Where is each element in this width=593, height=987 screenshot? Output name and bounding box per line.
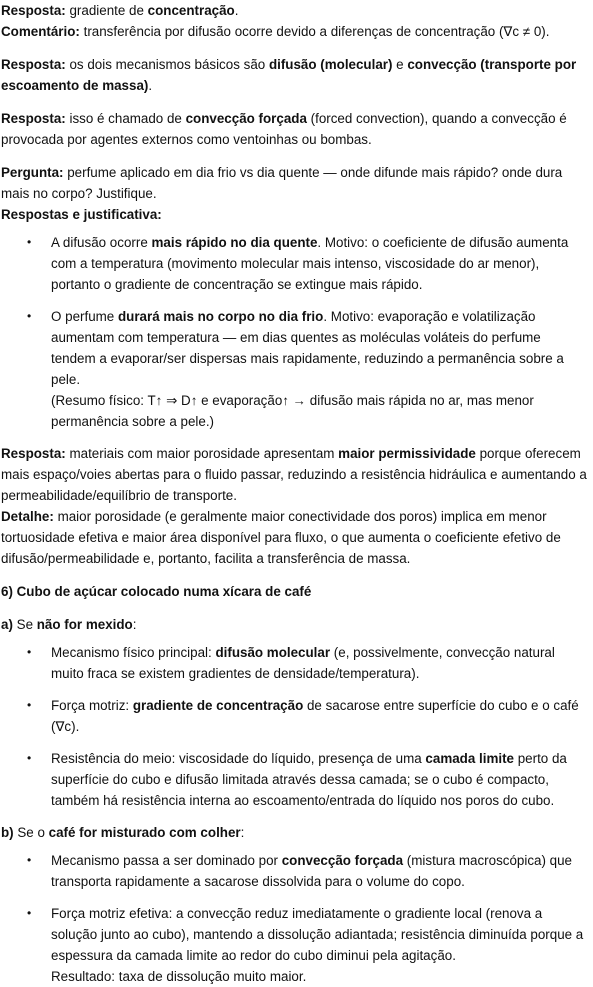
list-item: • A difusão ocorre mais rápido no dia quente. Motivo: o coeficiente de difusão aumenta com a temperatura (movimento molecular mais intenso, viscosidade do ar menor), portanto o gradiente de concentração se extingue mais rápido. bbox=[1, 232, 589, 295]
case-b-list bbox=[1, 850, 589, 987]
answer-mechanisms: Resposta: os dois mecanismos básicos são difusão (molecular) e convecção (transporte por escoamento de massa). bbox=[1, 57, 577, 93]
answer-forced-convection: Resposta: isso é chamado de convecção forçada (forced convection), quando a convecção é provocada por agentes externos como ventoinhas ou bombas. bbox=[1, 111, 567, 147]
label-comentario: Comentário: bbox=[1, 24, 80, 39]
label-resposta: Resposta: bbox=[1, 3, 66, 18]
detail-porosity: Detalhe: maior porosidade (e geralmente maior conectividade dos poros) implica em menor tortuosidade efetiva e maior área disponível para fluxo, o que aumenta o coeficiente efetivo de difusão/permeabilidade e, portanto, facilita a transferência de massa. bbox=[1, 509, 561, 566]
list-item: • Mecanismo físico principal: difusão molecular (e, possivelmente, convecção natural muito fraca se existem gradientes de densidade/temperatura). bbox=[1, 642, 589, 684]
answers-heading: Respostas e justificativa: bbox=[1, 207, 162, 222]
perfume-answer-list bbox=[1, 232, 589, 432]
list-item: • O perfume durará mais no corpo no dia frio. Motivo: evaporação e volatilização aumentam com temperatura — em dias quentes as moléculas voláteis do perfume tendem a evaporar/ser dispersas mais rapidamente, reduzindo a permanência sobre a pele. (Resumo físico: T↑ ⇒ D↑ e evaporação↑ → difusão mais rápida no ar, mas menor permanência sobre a pele.) bbox=[1, 306, 589, 432]
case-a-list bbox=[1, 642, 589, 811]
case-b-heading: b) Se o café for misturado com colher: bbox=[1, 825, 245, 840]
list-item: • Resistência do meio: viscosidade do líquido, presença de uma camada limite perto da superfície do cubo e difusão limitada através dessa camada; se o cubo é compacto, também há resistência interna ao escoamento/entrada do líquido nos poros do cubo. bbox=[1, 748, 589, 811]
list-item: • Força motriz: gradiente de concentração de sacarose entre superfície do cubo e o café (∇c). bbox=[1, 695, 589, 737]
label-detalhe: Detalhe: bbox=[1, 509, 54, 524]
question-perfume: Pergunta: perfume aplicado em dia frio vs dia quente — onde difunde mais rápido? onde dura mais no corpo? Justifique. bbox=[1, 165, 563, 201]
list-item: • Força motriz efetiva: a convecção reduz imediatamente o gradiente local (renova a solução junto ao cubo), mantendo a dissolução adiantada; resistência diminuída porque a espessura da camada limite ao redor do cubo diminui pela agitação. Resultado: taxa de dissolução muito maior. bbox=[1, 903, 589, 987]
case-a-heading: a) Se não for mexido: bbox=[1, 617, 137, 632]
answer-porosity: Resposta: materiais com maior porosidade apresentam maior permissividade porque oferecem mais espaço/voies abertas para o fluido passar, reduzindo a resistência hidráulica e aumentando a permeabilidade/equilíbrio de transporte. bbox=[1, 446, 587, 503]
comment-gradient: Comentário: transferência por difusão ocorre devido a diferenças de concentração (∇c ≠ 0). bbox=[1, 24, 550, 39]
section-heading-sugar-cube: 6) Cubo de açúcar colocado numa xícara de café bbox=[1, 584, 312, 599]
answer-gradient: Resposta: gradiente de concentração. bbox=[1, 3, 239, 18]
list-item: • Mecanismo passa a ser dominado por convecção forçada (mistura macroscópica) que transporta rapidamente a sacarose dissolvida para o volume do copo. bbox=[1, 850, 589, 892]
